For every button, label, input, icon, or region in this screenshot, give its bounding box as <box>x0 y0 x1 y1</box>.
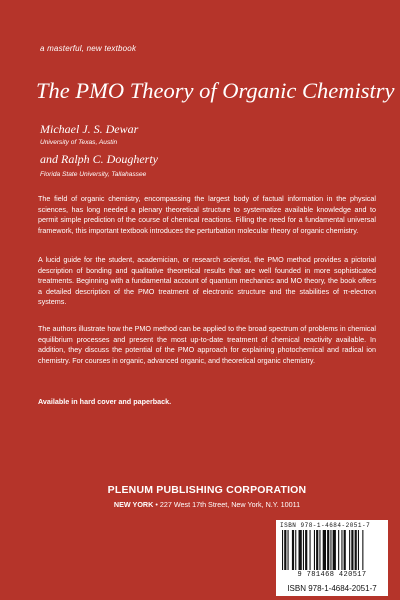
author-name: and Ralph C. Dougherty <box>40 152 158 166</box>
barcode-bar <box>292 530 294 570</box>
barcode-bar <box>333 530 336 570</box>
publisher-city: NEW YORK <box>113 500 154 509</box>
barcode-bar <box>316 530 318 570</box>
author-name: Michael J. S. Dewar <box>40 122 139 136</box>
barcode-bar <box>351 530 353 570</box>
barcode-bar <box>284 530 286 570</box>
author-affiliation: University of Texas, Austin <box>40 139 118 146</box>
publisher-address <box>38 500 376 509</box>
barcode-panel <box>276 520 388 582</box>
barcode-icon <box>282 530 382 570</box>
isbn-label: ISBN 978-1-4684-2051-7 <box>276 582 388 596</box>
barcode-bar <box>330 530 331 570</box>
barcode-digits: 9 781468 420517 <box>297 571 367 579</box>
tagline: a masterful, new textbook <box>40 44 137 53</box>
barcode-bar <box>314 530 315 570</box>
barcode-bar <box>349 530 350 570</box>
availability-note: Available in hard cover and paperback. <box>38 397 172 406</box>
barcode-bar <box>338 530 339 570</box>
description-paragraph: A lucid guide for the student, academician, or research scientist, the PMO method provides a pictorial description of bonding and qualitative theoretical results that are well founded in more sophisticated treatments. Beginning with a fundamental account of quantum mechanics and MO theory, the book offers a detailed description of the PMO treatment of electronic structure and the stabilities of π-electron systems. <box>38 255 376 306</box>
barcode-bar <box>295 530 296 570</box>
barcode-bar <box>323 530 326 570</box>
barcode-bar <box>299 530 302 570</box>
barcode-bar <box>341 530 342 570</box>
barcode-bar <box>344 530 346 570</box>
description-paragraph: The field of organic chemistry, encompassing the largest body of factual information in the physical sciences, has long needed a plenary theoretical structure to systematize available knowledge and to permit simple prediction of the course of chemical reactions. Filling the need for a fundamental universal framework, this important textbook introduces the perturbation molecular theory of organic chemistry. <box>38 194 376 235</box>
barcode-isbn-top: ISBN 978-1-4684-2051-7 <box>280 522 371 529</box>
publisher-name: PLENUM PUBLISHING CORPORATION <box>107 484 307 496</box>
barcode-bar <box>310 530 311 570</box>
barcode-bar <box>288 530 289 570</box>
barcode-bar <box>362 530 363 570</box>
book-title: The PMO Theory of Organic Chemistry <box>36 78 395 103</box>
barcode-bar <box>319 530 320 570</box>
barcode-bar <box>303 530 304 570</box>
barcode-bar <box>282 530 283 570</box>
author-affiliation: Florida State University, Tallahassee <box>40 171 147 178</box>
bullet-separator: • <box>155 500 158 509</box>
barcode-bar <box>355 530 357 570</box>
barcode-bar <box>358 530 359 570</box>
barcode-bar <box>305 530 307 570</box>
description-paragraph: The authors illustrate how the PMO method can be applied to the broad spectrum of problems in chemical equilibrium processes and present the most up-to-date treatment of chemical reactivity available. In addition, they discuss the potential of the PMO approach for explaining photochemical and radical ion chemistry. For courses in organic, advanced organic, and theoretical organic chemistry. <box>38 324 376 365</box>
barcode-bar <box>327 530 329 570</box>
street-address: 227 West 17th Street, New York, N.Y. 10011 <box>159 500 301 509</box>
